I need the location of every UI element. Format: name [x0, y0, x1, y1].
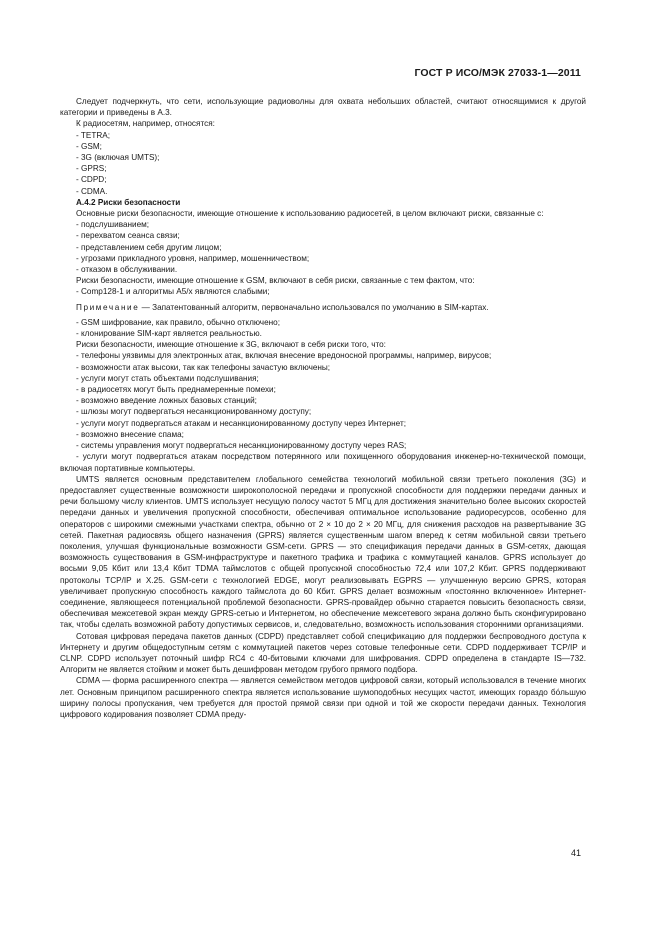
paragraph: - возможно введение ложных базовых станций; [76, 396, 257, 406]
paragraph: UMTS является основным представителем глобального семейства технологий мобильной связи третьего поколения (3G) и предоставляет существенные возможности широкополосной передачи и пропускной способности для поддержки передачи данных и речи большому числу клиентов. UMTS использует несущую полосу частот 5 МГц для достижения значительно более высоких скоростей передачи данных и увеличения пропускной способности, обеспечивая оптимальное использование радиоресурсов, особенно для операторов с широкими смежными участками спектра, обычно от 2 × 10 до 2 × 20 МГц, для снижения расходов на развертывание 3G сетей. Пакетная радиосвязь общего назначения (GPRS) является существенным шагом вперед к сетям мобильной связи третьего поколения, улучшая функциональные возможности GSM-сети. GPRS — это спецификация передачи данных в GSM-сетях, дающая возможность существования в GSM-инфраструктуре и пакетного трафика и трафика с коммутацией каналов. GPRS использует до восьми 9,05 Кбит или 13,4 Кбит TDMA таймслотов с общей пропускной способностью 72,4 или 107,2 Кбит. GPRS поддерживают протоколы TCP/IP и X.25. GSM-сети с технологией EDGE, могут реализовывать EGPRS — улучшенную версию GPRS, которая увеличивает пропускную способность каждого таймслота до 60 Кбит. GPRS делает возможным «постоянно включенное» Интернет-соединение, являющееся потенциальной проблемой безопасности. GPRS-провайдер обычно старается повысить безопасность связи, обеспечивая межсетевой экран между GPRS-сетью и Интернетом, но обеспечение межсетевого экрана должно быть сконфигурировано так, чтобы сделать возможной работу допустимых сервисов, и, следовательно, возможность использования сторонними организациями. [60, 474, 586, 630]
paragraph: - 3G (включая UMTS); [76, 153, 160, 163]
paragraph: - возможно внесение спама; [76, 429, 184, 439]
section-heading: A.4.2 Риски безопасности [76, 197, 181, 207]
paragraph: - системы управления могут подвергаться несанкционированному доступу через RAS; [76, 441, 407, 451]
note-label: Примечание [76, 302, 140, 312]
paragraph: CDMA — форма расширенного спектра — является семейством методов цифровой связи, который использовался в течение многих лет. Основным принципом расширенного спектра является использование шумоподобных несущих частот, имеющих гораздо бо́льшую ширину полосы пропускания, чем требуется для простой прямой связи при одной и той же скорости передачи данных. Технология цифрового кодирования позволяет CDMA преду- [60, 676, 586, 719]
paragraph: - телефоны уязвимы для электронных атак, включая внесение вредоносной программы, например, вирусов; [76, 351, 492, 361]
paragraph: - услуги могут подвергаться атакам и несанкционированному доступу через Интернет; [76, 418, 406, 428]
paragraph: - угрозами прикладного уровня, например, мошенничеством; [76, 253, 310, 263]
note-text: — Запатентованный алгоритм, первоначально использовался по умолчанию в SIM-картах. [139, 302, 489, 312]
document-body [60, 96, 586, 720]
paragraph: - подслушиванием; [76, 220, 150, 230]
paragraph: - отказом в обслуживании. [76, 265, 178, 275]
paragraph: - услуги могут подвергаться атакам посредством потерянного или похищенного оборудования инженер-но-технической помощи, включая портативные компьютеры. [60, 452, 586, 473]
paragraph: Следует подчеркнуть, что сети, использующие радиоволны для охвата небольших областей, считают относящимися к другой категории и приведены в А.3. [60, 97, 586, 118]
paragraph: Сотовая цифровая передача пакетов данных (CDPD) представляет собой спецификацию для поддержки беспроводного доступа к Интернету и другим общедоступным сетям с коммутацией пакетов через сотовые телефонные сети. CDPD поддерживает TCP/IP и CLNP. CDPD использует поточный шифр RC4 с 40-битовыми ключами для шифрования. CDPD определена в стандарте IS—732. Алгоритм не является стойким и может быть дешифрован методом грубого прямого подбора. [60, 631, 586, 675]
paragraph: - возможности атак высоки, так как телефоны зачастую включены; [76, 362, 331, 372]
document-code-header: ГОСТ Р ИСО/МЭК 27033-1—2011 [414, 67, 581, 79]
paragraph: - TETRA; [76, 130, 110, 140]
paragraph: - GSM; [76, 141, 102, 151]
note-paragraph [60, 302, 586, 313]
paragraph: - клонирование SIM-карт является реальностью. [76, 329, 262, 339]
paragraph: - Comp128-1 и алгоритмы A5/x являются слабыми; [76, 287, 270, 297]
page-number: 41 [570, 848, 581, 858]
paragraph: - GSM шифрование, как правило, обычно отключено; [76, 317, 280, 327]
paragraph: - перехватом сеанса связи; [76, 231, 180, 241]
paragraph: Риски безопасности, имеющие отношение к GSM, включают в себя риски, связанные с тем фактом, что: [76, 276, 475, 286]
paragraph: - услуги могут стать объектами подслушивания; [76, 373, 259, 383]
paragraph: Риски безопасности, имеющие отношение к 3G, включают в себя риски того, что: [76, 340, 386, 350]
paragraph: Основные риски безопасности, имеющие отношение к использованию радиосетей, в целом включают риски, связанные с: [76, 209, 544, 219]
paragraph: - CDPD; [76, 175, 107, 185]
paragraph: - GPRS; [76, 164, 107, 174]
paragraph: - шлюзы могут подвергаться несанкционированному доступу; [76, 407, 312, 417]
paragraph: - в радиосетях могут быть преднамеренные помехи; [76, 385, 276, 395]
paragraph: - представлением себя другим лицом; [76, 242, 222, 252]
paragraph: - CDMA. [76, 186, 108, 196]
paragraph: К радиосетям, например, относятся: [76, 119, 215, 129]
